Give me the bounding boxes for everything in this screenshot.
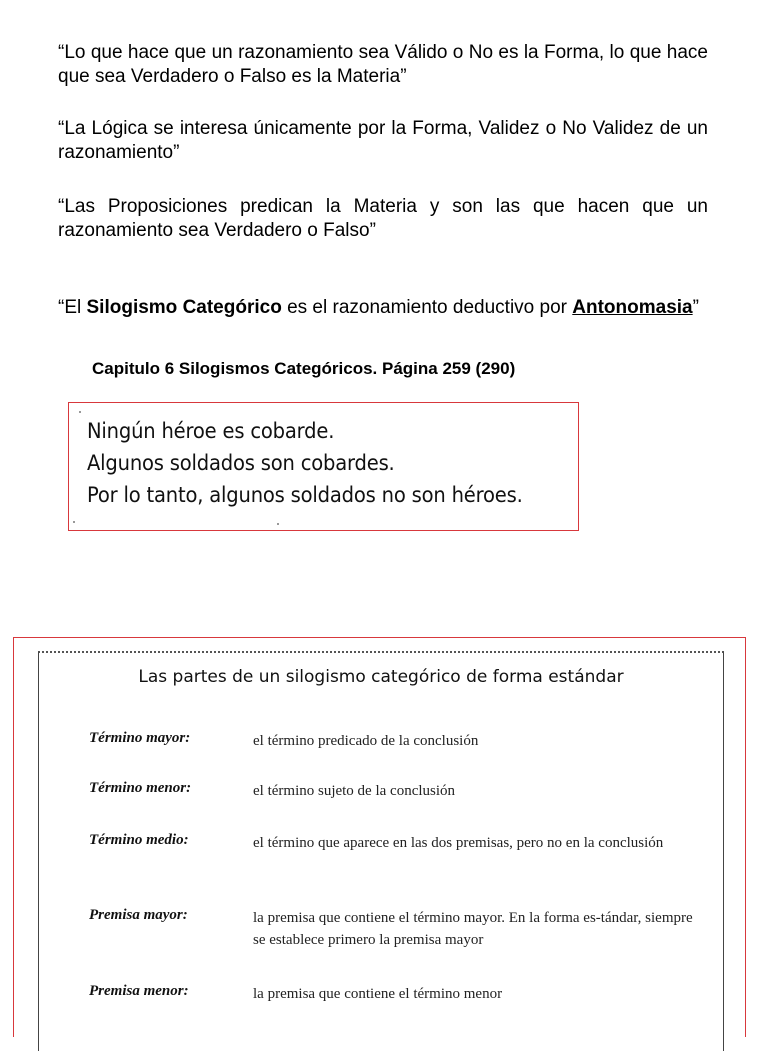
row-definition: el término sujeto de la conclusión bbox=[253, 783, 456, 799]
definition-middle: es el razonamiento deductivo por bbox=[281, 297, 573, 318]
row-term: Premisa menor: bbox=[89, 983, 189, 999]
quote-paragraph-1: “Lo que hace que un razonamiento sea Válido o No es la Forma, lo que hace que sea Verdadero o Falso es la Materia” bbox=[58, 42, 708, 87]
chapter-reference: Capitulo 6 Silogismos Categóricos. Página 259 (290) bbox=[92, 359, 516, 378]
quote-paragraph-3: “Las Proposiciones predican la Materia y son las que hacen que un razonamiento sea Verdadero o Falso” bbox=[58, 196, 708, 241]
definition-term: Silogismo Categórico bbox=[86, 297, 282, 318]
definition-close: ” bbox=[692, 297, 699, 318]
parts-table-title: Las partes de un silogismo categórico de forma estándar bbox=[138, 667, 624, 687]
row-definition: el término predicado de la conclusión bbox=[253, 733, 479, 749]
example-syllogism-box bbox=[68, 402, 579, 531]
row-term: Término medio: bbox=[89, 832, 189, 848]
scan-speck bbox=[79, 411, 81, 413]
definition-open: “El bbox=[58, 297, 87, 318]
example-premise-minor: Algunos soldados son cobardes. bbox=[87, 451, 395, 475]
row-term: Premisa mayor: bbox=[89, 907, 188, 923]
definition-emphasis: Antonomasia bbox=[572, 297, 693, 318]
scan-speck bbox=[73, 521, 75, 523]
quote-paragraph-2: “La Lógica se interesa únicamente por la Forma, Validez o No Validez de un razonamiento” bbox=[58, 118, 708, 163]
row-term: Término menor: bbox=[89, 780, 192, 796]
row-term: Término mayor: bbox=[89, 730, 191, 746]
example-conclusion: Por lo tanto, algunos soldados no son héroes. bbox=[87, 483, 523, 507]
row-definition: el término que aparece en las dos premisas, pero no en la conclusión bbox=[253, 835, 664, 851]
example-premise-major: Ningún héroe es cobarde. bbox=[87, 419, 335, 443]
definition-paragraph bbox=[58, 296, 708, 320]
row-definition: la premisa que contiene el término mayor. En la forma es-tándar, siempre se establece primero la premisa mayor bbox=[253, 910, 693, 948]
parts-table-frame bbox=[13, 637, 746, 1037]
row-definition: la premisa que contiene el término menor bbox=[253, 986, 503, 1002]
scan-speck bbox=[277, 523, 279, 525]
parts-table bbox=[38, 651, 724, 1051]
